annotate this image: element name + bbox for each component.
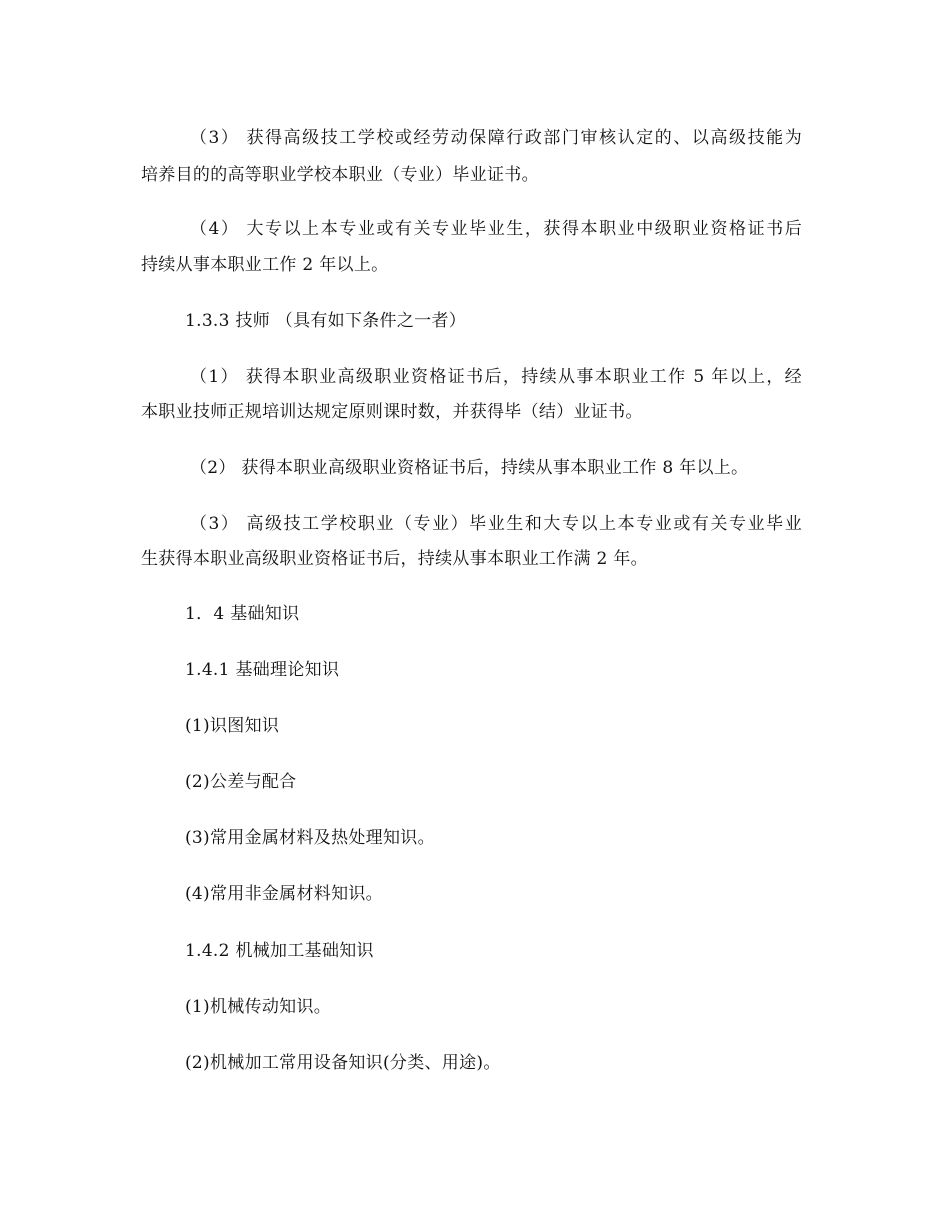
list-item: (4)常用非金属材料知识。 [185,884,383,904]
paragraph-line: （3） 高级技工学校职业（专业）毕业生和大专以上本专业或有关专业毕业 [190,514,802,534]
list-item: (3)常用金属材料及热处理知识。 [185,828,435,848]
list-item: (1)机械传动知识。 [185,997,332,1017]
paragraph-line: （2） 获得本职业高级职业资格证书后，持续从事本职业工作 8 年以上。 [190,458,749,478]
section-heading: 1.3.3 技师 （具有如下条件之一者） [185,311,467,331]
list-item: (2)机械加工常用设备知识(分类、用途)。 [185,1053,501,1073]
paragraph-line: 本职业技师正规培训达规定原则课时数，并获得毕（结）业证书。 [141,402,643,422]
paragraph-line: 培养目的的高等职业学校本职业（专业）毕业证书。 [141,165,539,185]
paragraph-line: （4） 大专以上本专业或有关专业毕业生，获得本职业中级职业资格证书后 [190,219,802,239]
section-heading: 1．4 基础知识 [185,604,300,624]
list-item: (2)公差与配合 [185,772,297,792]
subsection-heading: 1.4.1 基础理论知识 [185,660,340,680]
paragraph-line: 生获得本职业高级职业资格证书后，持续从事本职业工作满 2 年。 [141,549,648,569]
paragraph-line: 持续从事本职业工作 2 年以上。 [141,255,389,275]
paragraph-line: （3） 获得高级技工学校或经劳动保障行政部门审核认定的、以高级技能为 [190,128,802,148]
paragraph-line: （1） 获得本职业高级职业资格证书后，持续从事本职业工作 5 年以上，经 [190,367,802,387]
list-item: (1)识图知识 [185,716,280,736]
subsection-heading: 1.4.2 机械加工基础知识 [185,941,374,961]
